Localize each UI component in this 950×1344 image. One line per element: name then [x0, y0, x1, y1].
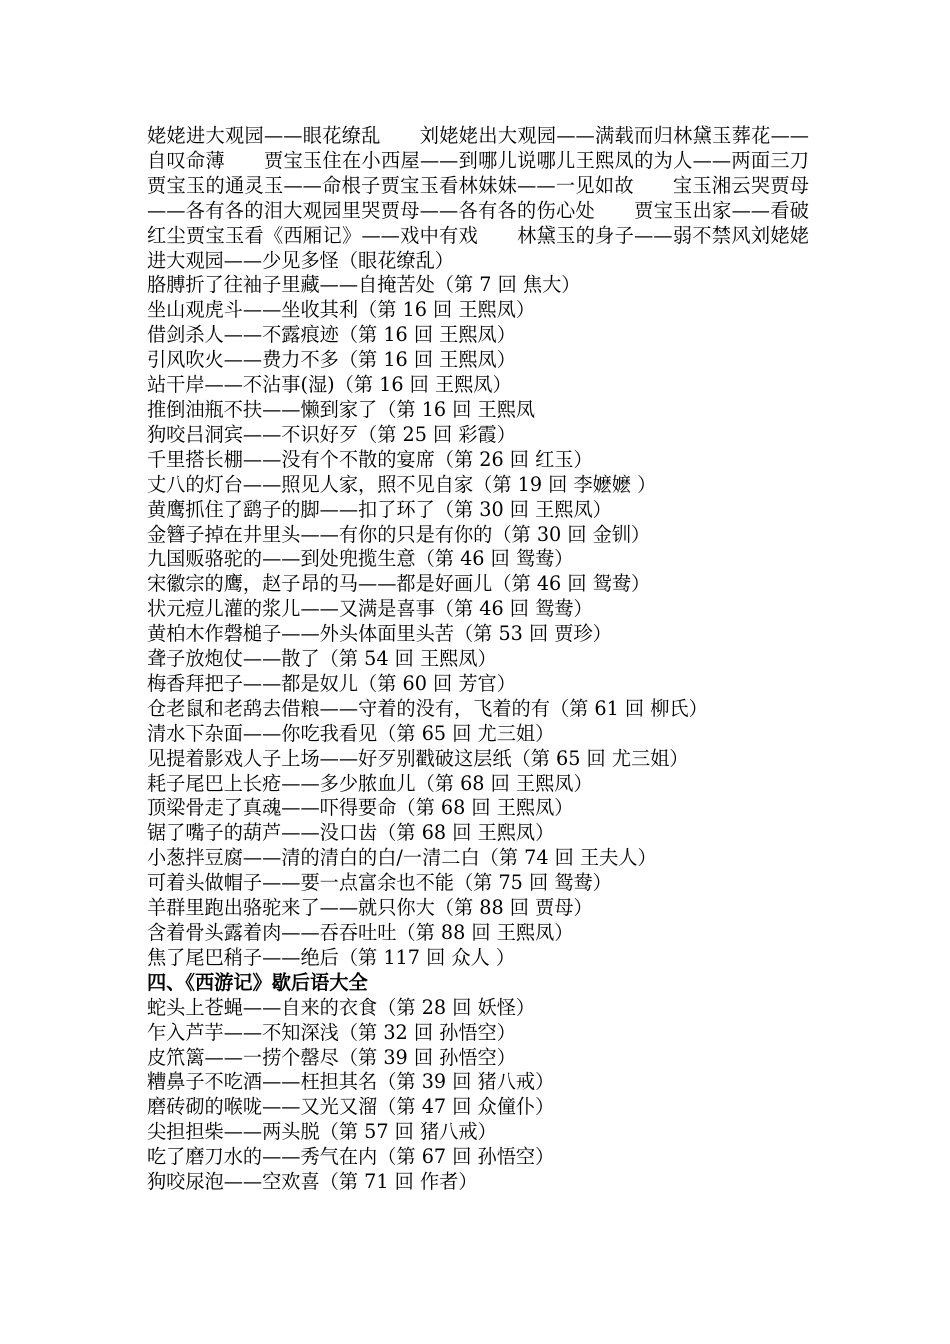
list-item: 黄柏木作磬槌子——外头体面里头苦（第 53 回 贾珍）: [147, 622, 612, 646]
list-item: 小葱拌豆腐——清的清白的白/一清二白（第 74 回 王夫人）: [147, 846, 657, 870]
list-item: 吃了磨刀水的——秀气在内（第 67 回 孙悟空）: [147, 1145, 555, 1169]
list-item: 狗咬吕洞宾——不识好歹（第 25 回 彩霞）: [147, 422, 516, 446]
list-item: 推倒油瓶不扶——懒到家了（第 16 回 王熙凤: [147, 397, 536, 421]
list-item: 金簪子掉在井里头——有你的只是有你的（第 30 回 金钏）: [147, 522, 651, 546]
list-item: 耗子尾巴上长疮——多少脓血儿（第 68 回 王熙凤）: [147, 771, 593, 795]
list-item: 狗咬尿泡——空欢喜（第 71 回 作者）: [147, 1170, 478, 1194]
list-item: 丈八的灯台——照见人家，照不见自家（第 19 回 李嬷嬷 ）: [147, 472, 657, 496]
list-item: 皮笊篱——一捞个罄尽（第 39 回 孙悟空）: [147, 1045, 516, 1069]
list-item: 站干岸——不沾事(湿)（第 16 回 王熙凤）: [147, 373, 512, 397]
intro-paragraph: 姥姥进大观园——眼花缭乱 刘姥姥出大观园——满载而归林黛玉葬花——自叹命薄 贾宝玉住在小西屋——到哪儿说哪儿王熙凤的为人——两面三刀 贾宝玉的通灵玉——命根子贾宝玉看林妹妹——一见如故 宝玉湘云哭贾母——各有各的泪大观园里哭贾母——各有各的伤心处 贾宝玉出家——看破红尘贾宝玉看《西厢记》——戏中有戏 林黛玉的身子——弱不禁风刘姥姥进大观园——少见多怪（眼花缭乱）: [147, 124, 867, 272]
list-item: 糟鼻子不吃酒——枉担其名（第 39 回 猪八戒）: [147, 1070, 555, 1094]
xiyou-xiehouyu-list: [147, 996, 809, 1195]
list-item: 千里搭长棚——没有个不散的宴席（第 26 回 红玉）: [147, 447, 593, 471]
list-item: 梅香拜把子——都是奴儿（第 60 回 芳官）: [147, 671, 516, 695]
list-item: 引风吹火——费力不多（第 16 回 王熙凤）: [147, 348, 516, 372]
list-item: 顶梁骨走了真魂——吓得要命（第 68 回 王熙凤）: [147, 796, 574, 820]
list-item: 磨砖砌的喉咙——又光又溜（第 47 回 众僮仆）: [147, 1095, 555, 1119]
list-item: 黄鹰抓住了鹞子的脚——扣了环了（第 30 回 王熙凤）: [147, 497, 612, 521]
list-item: 含着骨头露着肉——吞吞吐吐（第 88 回 王熙凤）: [147, 921, 574, 944]
list-item: 可着头做帽子——要一点富余也不能（第 75 回 鸳鸯）: [147, 871, 612, 895]
honglou-xiehouyu-list: [147, 273, 809, 970]
list-item: 借剑杀人——不露痕迹（第 16 回 王熙凤）: [147, 323, 516, 347]
list-item: 状元痘儿灌的浆儿——又满是喜事（第 46 回 鸳鸯）: [147, 597, 593, 621]
list-item: 坐山观虎斗——坐收其利（第 16 回 王熙凤）: [147, 298, 536, 322]
list-item: 锯了嘴子的葫芦——没口齿（第 68 回 王熙凤）: [147, 821, 555, 845]
list-item: 尖担担柴——两头脱（第 57 回 猪八戒）: [147, 1120, 497, 1144]
list-item: 胳膊折了往袖子里藏——自掩苦处（第 7 回 焦大）: [147, 273, 581, 297]
list-item: 蛇头上苍蝇——自来的衣食（第 28 回 妖怪）: [147, 995, 536, 1019]
list-item: 宋徽宗的鹰，赵子昂的马——都是好画儿（第 46 回 鸳鸯）: [147, 572, 651, 596]
list-item: 羊群里跑出骆驼来了——就只你大（第 88 回 贾母）: [147, 896, 593, 920]
list-item: 清水下杂面——你吃我看见（第 65 回 尤三姐）: [147, 721, 555, 745]
list-item: 见提着影戏人子上场——好歹别戳破这层纸（第 65 回 尤三姐）: [147, 746, 689, 770]
list-item: 焦了尾巴稍子——绝后（第 117 回 众人 ）: [147, 945, 516, 969]
section-heading: 四、《西游记》歇后语大全: [147, 970, 368, 994]
list-item: 仓老鼠和老鸹去借粮——守着的没有，飞着的有（第 61 回 柳氏）: [147, 696, 708, 720]
list-item: 九国贩骆驼的——到处兜揽生意（第 46 回 鸳鸯）: [147, 547, 574, 571]
document-body: [147, 124, 867, 1195]
list-item: 乍入芦芋——不知深浅（第 32 回 孙悟空）: [147, 1020, 516, 1044]
list-item: 聋子放炮仗——散了（第 54 回 王熙凤）: [147, 647, 497, 671]
